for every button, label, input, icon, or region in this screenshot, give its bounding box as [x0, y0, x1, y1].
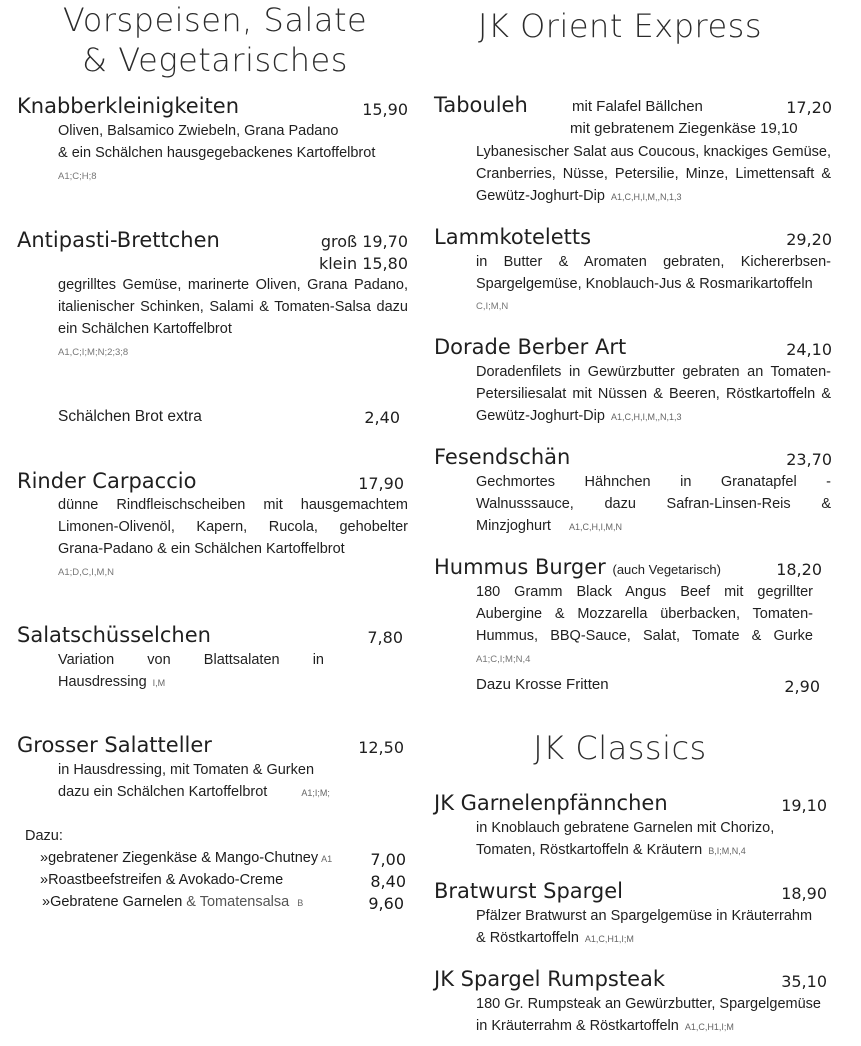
item-description	[476, 141, 831, 208]
desc-line	[476, 515, 831, 538]
desc-line	[58, 671, 324, 694]
section-title-orient: JK Orient Express	[478, 7, 762, 45]
desc-line: Variation von Blattsalaten in	[58, 652, 324, 668]
desc-line: in Hausdressing, mit Tomaten & Gurken	[58, 762, 315, 778]
desc-line	[476, 927, 851, 950]
item-price: 12,50	[358, 738, 404, 757]
dazu-text: »Roastbeefstreifen & Avokado-Creme	[40, 872, 284, 888]
dazu-text: »Gebratene Garnelen	[42, 894, 187, 910]
desc-line: 180 Gr. Rumpsteak an Gewürzbutter, Spargelgemüse	[476, 996, 821, 1012]
item-name: Salatschüsselchen	[17, 623, 211, 647]
allergen-codes: A1,C,H,I,M,N	[568, 522, 622, 532]
dazu-text: »gebratener Ziegenkäse & Mango-Chutney	[40, 850, 319, 866]
item-option: mit gebratenem Ziegenkäse 19,10	[570, 120, 798, 137]
desc-line: Pfälzer Bratwurst an Spargelgemüse in Kräuterrahm	[476, 908, 813, 924]
extra-bread-label: Schälchen Brot extra	[58, 408, 202, 425]
desc-line: Lybanesischer Salat aus Coucous, knackiges Gemüse,	[476, 144, 831, 160]
item-name: Bratwurst Spargel	[434, 879, 623, 903]
item-description	[58, 274, 408, 340]
allergen-codes: A1,C,H1,I;M	[684, 1022, 734, 1032]
item-name: Dorade Berber Art	[434, 335, 627, 359]
dazu-row	[40, 850, 406, 869]
dazu-price: 8,40	[370, 872, 406, 891]
desc-text: & Röstkartoffeln	[476, 930, 579, 946]
desc-line: Doradenfilets in Gewürzbutter gebraten an Tomaten-	[476, 364, 831, 380]
item-description	[476, 581, 813, 647]
item-price: 35,10	[781, 972, 827, 991]
item-name: JK Spargel Rumpsteak	[434, 967, 666, 991]
desc-line: Gechmortes Hähnchen in Granatapfel -	[476, 474, 831, 490]
desc-line: gegrilltes Gemüse, marinerte Oliven, Grana Padano,	[58, 277, 408, 293]
desc-line: Hummus, BBQ-Sauce, Salat, Tomate & Gurke	[476, 628, 813, 644]
item-option: mit Falafel Bällchen	[572, 98, 703, 115]
section-title-classics: JK Classics	[533, 729, 707, 767]
item-description	[476, 993, 851, 1038]
desc-line: Aubergine & Mozzarella überbacken, Tomaten-	[476, 606, 813, 622]
item-price: 17,20	[786, 98, 832, 117]
allergen-codes: A1,C,H,I,M,,N,1,3	[610, 412, 682, 422]
item-description	[58, 759, 408, 804]
allergen-codes: C,I;M,N	[476, 301, 509, 312]
desc-line	[476, 839, 831, 862]
allergen-codes: A1;I;M;	[301, 788, 330, 798]
item-price: 17,90	[358, 474, 404, 493]
fries-price: 2,90	[784, 677, 820, 696]
desc-line: Cranberries, Nüsse, Petersilie, Minze, Limettensaft &	[476, 166, 831, 182]
item-description	[58, 494, 408, 560]
item-description	[476, 817, 831, 862]
desc-line: & ein Schälchen hausgegebackenes Kartoffelbrot	[58, 145, 376, 161]
desc-line	[476, 405, 831, 428]
desc-line: in Knoblauch gebratene Garnelen mit Chorizo,	[476, 820, 775, 836]
item-price: 18,90	[781, 884, 827, 903]
desc-line: Spargelgemüse, Knoblauch-Jus & Rosmarikartoffeln	[476, 276, 813, 292]
dazu-row	[42, 894, 404, 913]
desc-line: Petersiliesalat mit Nüssen & Beeren, Röstkartoffeln &	[476, 386, 831, 402]
allergen-codes: A1	[321, 854, 333, 864]
allergen-codes: A1;C,I;M;N,4	[476, 654, 531, 665]
dazu-price: 9,60	[368, 894, 404, 913]
item-price-small: klein 15,80	[318, 254, 408, 273]
desc-line	[58, 781, 408, 804]
item-price: 29,20	[786, 230, 832, 249]
desc-line: italienischer Schinken, Salami & Tomaten-Salsa dazu	[58, 299, 408, 315]
item-description	[476, 361, 831, 428]
item-name: Fesendschän	[434, 445, 571, 469]
desc-line: Grana-Padano & ein Schälchen Kartoffelbrot	[58, 541, 345, 557]
desc-text: Gewütz-Joghurt-Dip	[476, 188, 605, 204]
desc-line: ein Schälchen Kartoffelbrot	[58, 321, 232, 337]
item-name: Antipasti-Brettchen	[17, 228, 220, 252]
desc-line: Walnusssauce, dazu Safran-Linsen-Reis &	[476, 496, 831, 512]
desc-line	[476, 185, 831, 208]
item-name-suffix: (auch Vegetarisch)	[612, 562, 721, 577]
item-description	[476, 905, 851, 950]
desc-text: in Kräuterrahm & Röstkartoffeln	[476, 1018, 679, 1034]
item-name: Lammkoteletts	[434, 225, 592, 249]
allergen-codes: I,M	[152, 678, 166, 688]
item-description	[476, 471, 831, 538]
allergen-codes: A1;D,C,I,M,N	[58, 567, 114, 578]
dazu-row	[40, 872, 406, 891]
allergen-codes: A1,C,H1,I;M	[584, 934, 634, 944]
desc-line: dünne Rindfleischscheiben mit hausgemachtem	[58, 497, 408, 513]
item-name: JK Garnelenpfännchen	[434, 791, 668, 815]
item-price: 18,20	[776, 560, 822, 579]
item-description	[476, 251, 831, 295]
item-description	[58, 649, 324, 694]
item-price: 24,10	[786, 340, 832, 359]
item-name: Rinder Carpaccio	[17, 469, 197, 493]
section-title-line2: & Vegetarisches	[82, 41, 348, 79]
allergen-codes: A1,C,H,I,M,,N,1,3	[610, 192, 682, 202]
section-title-line1: Vorspeisen, Salate	[62, 1, 368, 39]
item-name: Grosser Salatteller	[17, 733, 212, 757]
desc-line: in Butter & Aromaten gebraten, Kichererbsen-	[476, 254, 831, 270]
desc-text: dazu ein Schälchen Kartoffelbrot	[58, 784, 268, 800]
desc-line: Oliven, Balsamico Zwiebeln, Grana Padano	[58, 123, 339, 139]
desc-text: Hausdressing	[58, 674, 147, 690]
desc-text: Tomaten, Röstkartoffeln & Kräutern	[476, 842, 703, 858]
allergen-codes: A1;C;H;8	[58, 171, 97, 182]
dazu-text-grey: & Tomatensalsa	[186, 894, 290, 910]
fries-label: Dazu Krosse Fritten	[476, 676, 609, 693]
item-name	[434, 555, 721, 579]
dazu-price: 7,00	[370, 850, 406, 869]
allergen-codes: A1,C;I;M;N;2;3;8	[58, 347, 129, 358]
item-price: 7,80	[367, 628, 403, 647]
item-name: Knabberkleinigkeiten	[17, 94, 240, 118]
dazu-label: Dazu:	[25, 828, 63, 844]
allergen-codes: B	[297, 898, 304, 908]
allergen-codes: B,I;M,N,4	[708, 846, 746, 856]
item-name-text: Hummus Burger	[434, 555, 606, 579]
item-price: 15,90	[362, 100, 408, 119]
desc-line: 180 Gramm Black Angus Beef mit gegrillter	[476, 584, 813, 600]
item-price: 23,70	[786, 450, 832, 469]
desc-line	[476, 1015, 851, 1038]
item-description	[58, 120, 408, 164]
desc-line: Limonen-Olivenöl, Kapern, Rucola, gehobelter	[58, 519, 408, 535]
item-price-large: groß 19,70	[320, 232, 408, 251]
item-name: Tabouleh	[434, 93, 528, 117]
section-title-vorspeisen	[0, 0, 430, 80]
extra-bread-price: 2,40	[364, 408, 400, 427]
desc-text: Minzjoghurt	[476, 518, 551, 534]
desc-text: Gewütz-Joghurt-Dip	[476, 408, 605, 424]
item-price: 19,10	[781, 796, 827, 815]
